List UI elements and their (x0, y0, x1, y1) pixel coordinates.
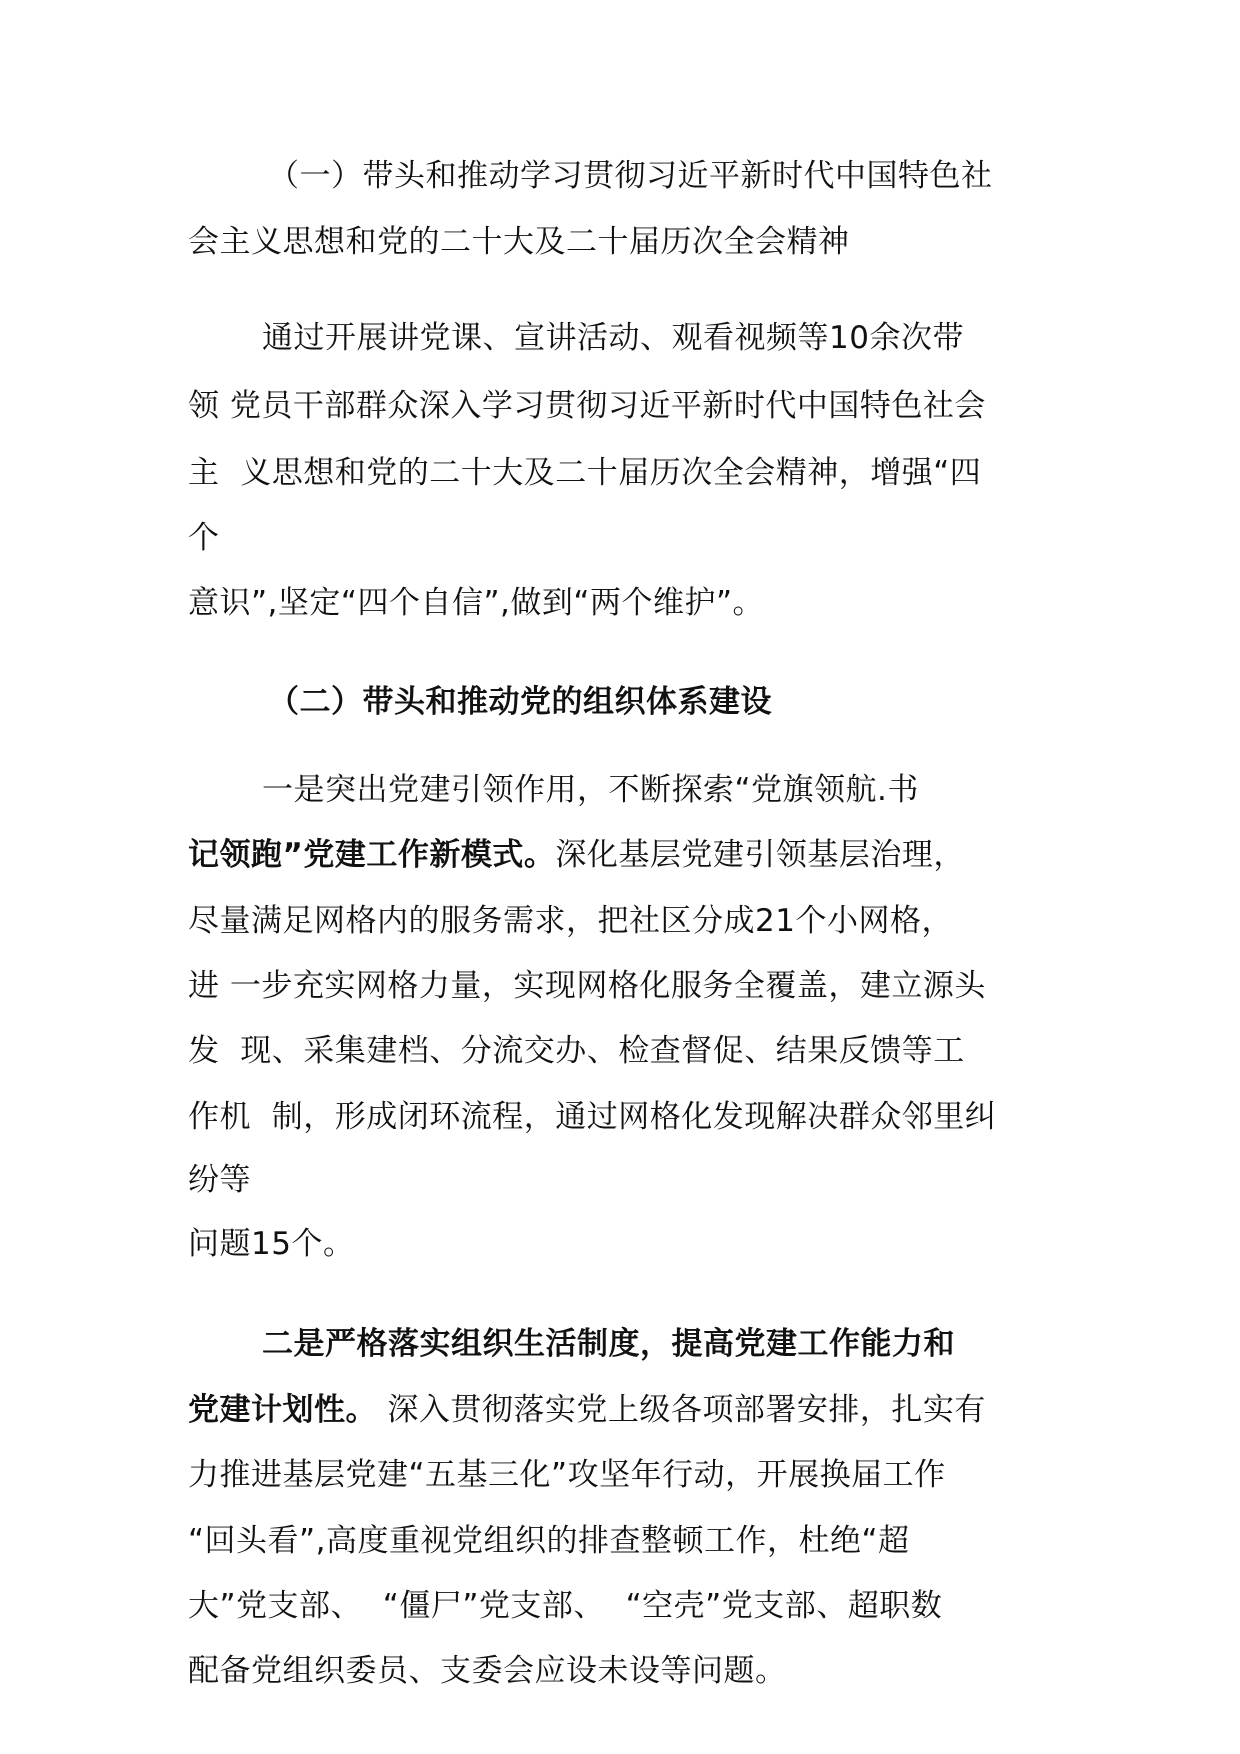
item2-line-5: 大”党支部、 “僵尸”党支部、 “空壳”党支部、超职数 (188, 1588, 943, 1624)
section1-paragraph-line-1: 通过开展讲党课、宣讲活动、观看视频等10余次带 (262, 320, 964, 356)
section2-heading: （二）带头和推动党的组织体系建设 (268, 684, 772, 720)
item2-line-4: “回头看”,高度重视党组织的排查整顿工作，杜绝“超 (188, 1523, 910, 1559)
item1-line-6: 作机 制，形成闭环流程，通过网格化发现解决群众邻里纠 (188, 1099, 997, 1135)
item2-line-1: 二是严格落实组织生活制度，提高党建工作能力和 (262, 1326, 955, 1362)
item1-line-8: 问题15个。 (188, 1226, 355, 1262)
item1-line-2-text: 深化基层党建引领基层治理， (555, 837, 965, 873)
section1-heading-line-1: （一）带头和推动学习贯彻习近平新时代中国特色社 (268, 158, 993, 194)
item2-line-3: 力推进基层党建“五基三化”攻坚年行动，开展换届工作 (188, 1457, 946, 1493)
item2-line-2 (188, 1390, 986, 1430)
section1-paragraph-line-3: 主 义思想和党的二十大及二十届历次全会精神，增强“四 (188, 455, 982, 491)
item1-line-1: 一是突出党建引领作用，不断探索“党旗领航.书 (262, 772, 919, 808)
item1-bold-lead: 记领跑”党建工作新模式。 (188, 837, 556, 873)
section1-paragraph-line-5: 意识”,坚定“四个自信”,做到“两个维护”。 (188, 585, 765, 621)
section1-heading-line-2: 会主义思想和党的二十大及二十届历次全会精神 (188, 224, 850, 260)
item1-line-3: 尽量满足网格内的服务需求，把社区分成21个小网格， (188, 903, 953, 939)
item2-line-2-text: 深入贯彻落实党上级各项部署安排，扎实有 (377, 1392, 986, 1428)
section1-paragraph-line-4: 个 (188, 520, 220, 556)
item2-bold-lead: 党建计划性。 (188, 1392, 377, 1428)
item2-line-6: 配备党组织委员、支委会应设未设等问题。 (188, 1653, 787, 1689)
item1-line-5: 发 现、采集建档、分流交办、检查督促、结果反馈等工 (188, 1033, 965, 1069)
item1-line-7: 纷等 (188, 1162, 251, 1198)
item1-line-2 (188, 835, 965, 875)
item1-line-4: 进 一步充实网格力量，实现网格化服务全覆盖，建立源头 (188, 968, 986, 1004)
section1-paragraph-line-2: 领 党员干部群众深入学习贯彻习近平新时代中国特色社会 (188, 388, 986, 424)
